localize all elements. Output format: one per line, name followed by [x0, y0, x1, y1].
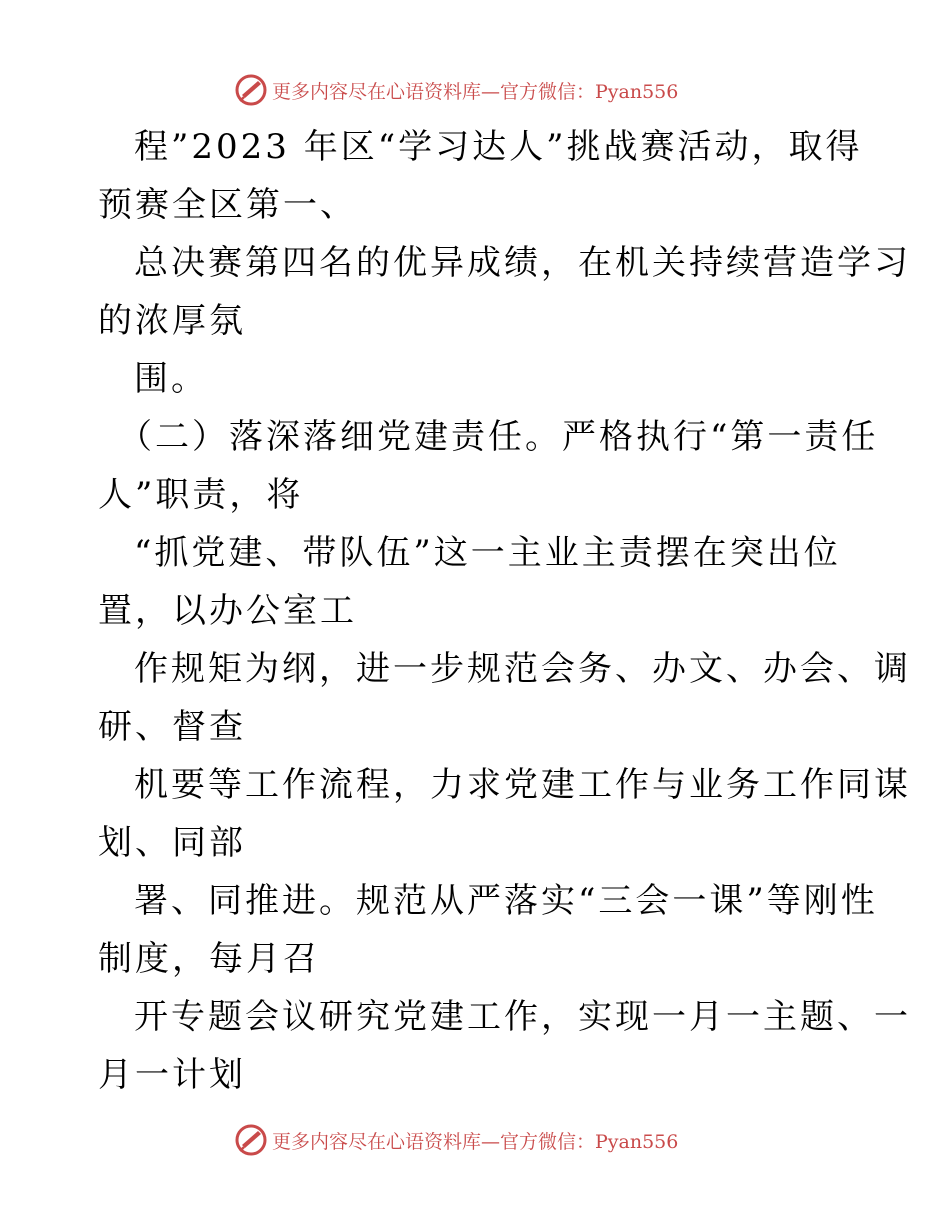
body-line: 划、同部	[98, 823, 246, 863]
body-line: 机要等工作流程，力求党建工作与业务工作同谋	[134, 765, 911, 805]
body-line: 制度，每月召	[98, 939, 320, 979]
body-line: 署、同推进。规范从严落实“三会一课”等刚性	[134, 881, 878, 921]
watermark-footer	[234, 1122, 678, 1158]
body-line: 作规矩为纲，进一步规范会务、办文、办会、调	[134, 649, 911, 689]
watermark-text: 更多内容尽在心语资料库—官方微信：Pyan556	[272, 1130, 679, 1153]
pen-logo-icon	[234, 73, 268, 107]
body-line: 人”职责，将	[98, 475, 304, 515]
body-line: 的浓厚氛	[98, 301, 246, 341]
body-line: “抓党建、带队伍”这一主业主责摆在突出位	[134, 533, 841, 573]
body-line: 研、督查	[98, 707, 246, 747]
body-line: （二）落深落细党建责任。严格执行“第一责任	[118, 417, 879, 457]
body-line: 置，以办公室工	[98, 591, 357, 631]
body-line: 程”2023 年区“学习达人”挑战赛活动，取得	[134, 127, 863, 167]
body-line: 月一计划	[98, 1055, 246, 1095]
body-line: 预赛全区第一、	[98, 185, 357, 225]
watermark-text: 更多内容尽在心语资料库—官方微信：Pyan556	[272, 80, 679, 103]
body-line: 总决赛第四名的优异成绩，在机关持续营造学习	[134, 243, 911, 283]
pen-logo-icon	[234, 1123, 268, 1157]
body-line: 开专题会议研究党建工作，实现一月一主题、一	[134, 997, 911, 1037]
watermark-header	[234, 72, 678, 108]
body-line: 围。	[134, 359, 208, 399]
